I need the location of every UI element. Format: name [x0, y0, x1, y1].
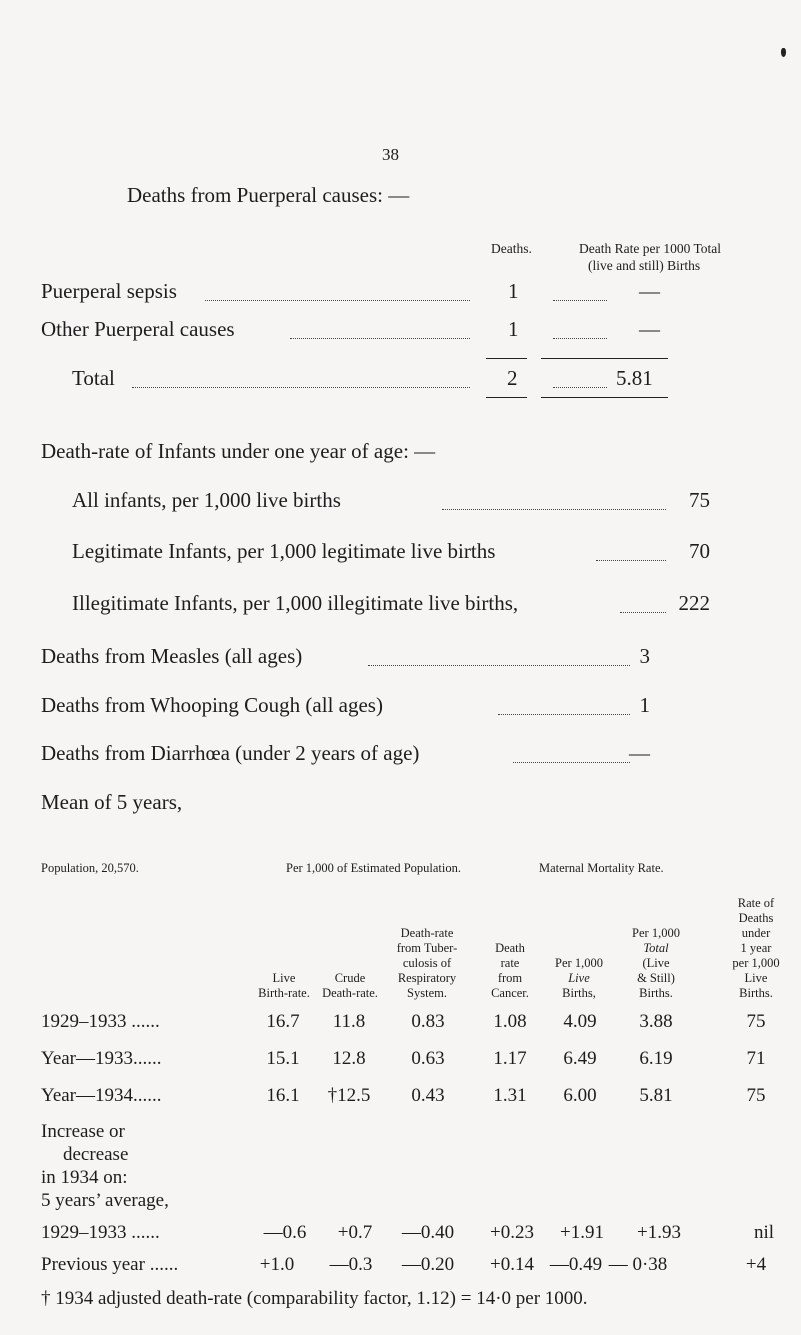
leader-dots: [205, 300, 470, 301]
row-value: 3: [639, 644, 650, 668]
leader-dots: [553, 300, 607, 301]
population-label: Population, 20,570.: [41, 861, 139, 875]
row-label: 1929–1933 ......: [41, 1011, 160, 1032]
col-header-infant-deaths: Rate of Deaths under 1 year per 1,000 Live Births.: [732, 896, 780, 1000]
total-rule: [541, 397, 668, 398]
row-deaths: 1: [508, 279, 519, 303]
col-header-maternal-live: Per 1,000 Live Births,: [555, 956, 603, 1000]
table-cell: 12.8: [332, 1048, 366, 1069]
ink-speck: [781, 48, 786, 57]
table-cell: 1.31: [493, 1085, 527, 1106]
total-rule: [486, 358, 527, 359]
table-cell: —0.3: [329, 1254, 373, 1275]
col-deaths-header: Deaths.: [491, 241, 532, 256]
col-header-crude-death-rate: Crude Death-rate.: [322, 971, 378, 1000]
table-cell: 1.08: [493, 1011, 527, 1032]
table-cell: 5.81: [639, 1085, 673, 1106]
row-label: All infants, per 1,000 live births: [72, 488, 341, 512]
group-header-population: Per 1,000 of Estimated Population.: [286, 861, 461, 875]
row-value: 70: [689, 539, 710, 563]
row-label: Illegitimate Infants, per 1,000 illegitimate live births,: [72, 591, 519, 615]
row-label: Year—1934......: [41, 1085, 162, 1106]
table-cell: +1.0: [259, 1254, 295, 1275]
row-value: 222: [678, 591, 710, 615]
puerperal-heading: Deaths from Puerperal causes: —: [127, 183, 410, 207]
table-cell: 6.49: [563, 1048, 597, 1069]
col-header-cancer: Death rate from Cancer.: [491, 941, 529, 1000]
table-cell: 0.43: [411, 1085, 445, 1106]
row-label: Deaths from Measles (all ages): [41, 644, 303, 668]
row-value: 75: [689, 488, 710, 512]
group-header-maternal: Maternal Mortality Rate.: [539, 861, 664, 875]
row-label: Previous year ......: [41, 1254, 179, 1275]
row-label: Puerperal sepsis: [41, 279, 177, 303]
leader-dots: [553, 387, 607, 388]
leader-dots: [596, 560, 666, 561]
table-cell: 4.09: [563, 1011, 597, 1032]
leader-dots: [290, 338, 470, 339]
leader-dots: [553, 338, 607, 339]
infants-heading: Death-rate of Infants under one year of age: —: [41, 439, 436, 463]
table-cell: —0.20: [401, 1254, 455, 1275]
table-cell: +1.93: [637, 1222, 681, 1243]
col-header-maternal-total: Per 1,000 Total (Live & Still) Births.: [632, 926, 680, 1000]
leader-dots: [132, 387, 470, 388]
col-header-live-birth-rate: Live Birth-rate.: [258, 971, 310, 1000]
table-cell: +0.14: [490, 1254, 534, 1275]
table-cell: 71: [746, 1048, 766, 1069]
row-label: Other Puerperal causes: [41, 317, 235, 341]
table-cell: 15.1: [266, 1048, 300, 1069]
col-rate-header-line2: (live and still) Births: [588, 258, 701, 273]
change-heading: Increase or decrease in 1934 on: 5 years’ average,: [41, 1121, 169, 1211]
mean-label: Mean of 5 years,: [41, 790, 183, 814]
row-label: Deaths from Whooping Cough (all ages): [41, 693, 383, 717]
leader-dots: [368, 665, 630, 666]
table-cell: 6.00: [563, 1085, 597, 1106]
total-rate: 5.81: [616, 366, 653, 390]
total-label: Total: [72, 366, 115, 390]
table-cell: nil: [753, 1222, 775, 1243]
table-cell: 0.63: [411, 1048, 445, 1069]
table-cell: 16.1: [266, 1085, 300, 1106]
table-cell: +0.7: [337, 1222, 373, 1243]
table-cell: —0.49: [549, 1254, 603, 1275]
total-rule: [486, 397, 527, 398]
table-cell: 75: [746, 1085, 766, 1106]
table-cell: 6.19: [639, 1048, 673, 1069]
table-cell: — 0·38: [608, 1254, 668, 1275]
row-rate: —: [639, 317, 660, 341]
table-cell: 0.83: [411, 1011, 445, 1032]
page-number: 38: [382, 145, 399, 164]
table-cell: —0.6: [263, 1222, 307, 1243]
row-label: 1929–1933 ......: [41, 1222, 160, 1243]
row-deaths: 1: [508, 317, 519, 341]
table-cell: 1.17: [493, 1048, 527, 1069]
table-cell: 3.88: [639, 1011, 673, 1032]
table-cell: +1.91: [560, 1222, 604, 1243]
table-cell: +0.23: [490, 1222, 534, 1243]
table-cell: †12.5: [327, 1085, 371, 1106]
total-rule: [541, 358, 668, 359]
row-value: 1: [639, 693, 650, 717]
footnote: † 1934 adjusted death-rate (comparability factor, 1.12) = 14·0 per 1000.: [41, 1288, 588, 1309]
table-cell: —0.40: [401, 1222, 455, 1243]
leader-dots: [442, 509, 666, 510]
table-cell: 75: [746, 1011, 766, 1032]
table-cell: 16.7: [266, 1011, 300, 1032]
col-header-tuberculosis: Death-rate from Tuber- culosis of Respiratory System.: [396, 926, 458, 1000]
row-value: —: [629, 741, 650, 765]
total-deaths: 2: [507, 366, 518, 390]
row-rate: —: [639, 279, 660, 303]
col-rate-header-line1: Death Rate per 1000 Total: [579, 241, 722, 256]
table-cell: 11.8: [332, 1011, 366, 1032]
row-label: Deaths from Diarrhœa (under 2 years of age): [41, 741, 420, 765]
row-label: Year—1933......: [41, 1048, 162, 1069]
row-label: Legitimate Infants, per 1,000 legitimate live births: [72, 539, 496, 563]
table-cell: +4: [745, 1254, 767, 1275]
